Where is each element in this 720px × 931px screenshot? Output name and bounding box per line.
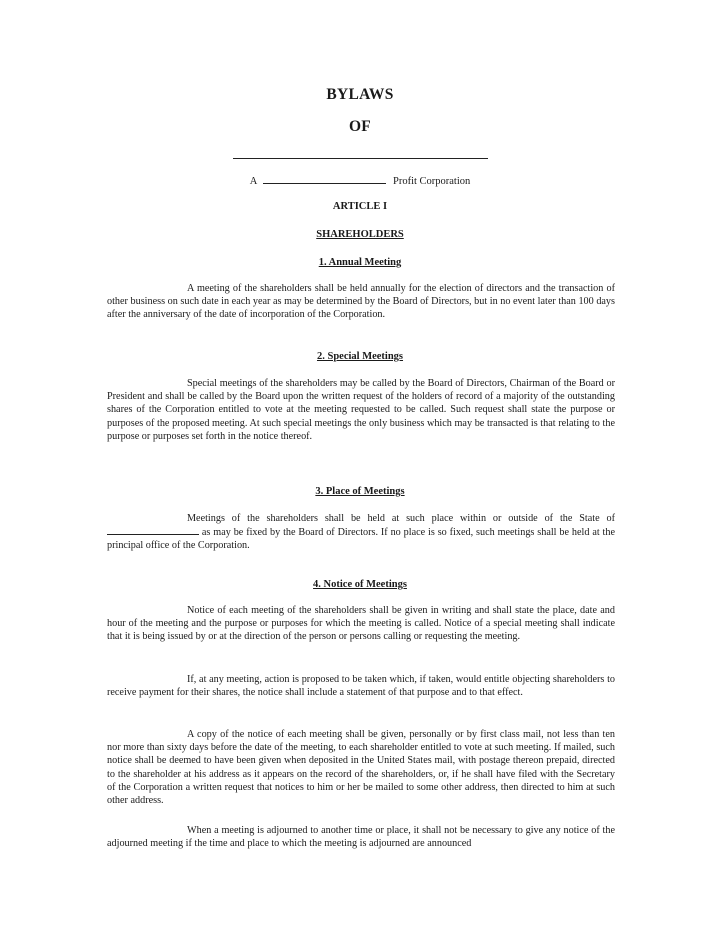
corp-suffix: Profit Corporation (392, 176, 471, 187)
document-title-of: OF (348, 118, 372, 135)
place-text-after: as may be fixed by the Board of Directors. If no place is so fixed, such meetings shall be held at the principal office of the Corporation. (107, 527, 616, 552)
section-paragraph-place (107, 512, 615, 553)
section-paragraph: Special meetings of the shareholders may be called by the Board of Directors, Chairman of the Board or President and shall be called by the Board upon the written request of the holders of record of a majority of the outstanding shares of the Corporation entitled to vote at the meeting requested to be called. Such request shall state the purpose or purposes of the proposed meeting. At such special meetings the only business which may be transacted is that relating to the purpose or purposes set forth in the notice thereof. (107, 378, 615, 442)
section-paragraph: When a meeting is adjourned to another time or place, it shall not be necessary to give any notice of the adjourned meeting if the time and place to which the meeting is adjourned are announced (107, 825, 615, 850)
article-heading: ARTICLE I (332, 201, 388, 212)
section-paragraph: Notice of each meeting of the shareholders shall be given in writing and shall state the place, date and hour of the meeting and the purpose or purposes for which the meeting is called. Notice of a special meeting shall indicate that it is being issued by or at the direction of the person or persons calling or requesting the meeting. (107, 605, 615, 643)
section-paragraph: If, at any meeting, action is proposed to be taken which, if taken, would entitle objecting shareholders to receive payment for their shares, the notice shall include a statement of that purpose and to that effect. (107, 674, 615, 699)
corporation-name-blank (233, 158, 488, 159)
article-subject: SHAREHOLDERS (316, 229, 404, 240)
place-text-before: Meetings of the shareholders shall be held at such place within or outside of the State of (187, 513, 615, 524)
section-heading-place-of-meetings: 3. Place of Meetings (315, 486, 405, 497)
state-blank (107, 525, 199, 535)
corp-prefix: A (249, 176, 257, 187)
section-heading-notice-of-meetings: 4. Notice of Meetings (313, 579, 407, 590)
document-title: BYLAWS (326, 86, 394, 103)
section-heading-annual-meeting: 1. Annual Meeting (318, 257, 402, 268)
section-paragraph: A meeting of the shareholders shall be held annually for the election of directors and the transaction of other business on such date in each year as may be determined by the Board of Directors, but in no event later than 100 days after the anniversary of the date of incorporation of the Corporation. (107, 283, 615, 321)
corp-type-blank (263, 174, 386, 184)
corporation-type-line (0, 174, 720, 187)
section-paragraph: A copy of the notice of each meeting shall be given, personally or by first class mail, not less than ten nor more than sixty days before the date of the meeting, to each shareholder entitled to vote at such meeting. If mailed, such notice shall be deemed to have been given when deposited in the United States mail, with postage thereon prepaid, directed to the shareholder at his address as it appears on the record of the shareholders, or, if he shall have filed with the Secretary of the Corporation a written request that notices to him or her be mailed to some other address, then directed to him at such other address. (107, 729, 615, 807)
section-heading-special-meetings: 2. Special Meetings (316, 351, 404, 362)
